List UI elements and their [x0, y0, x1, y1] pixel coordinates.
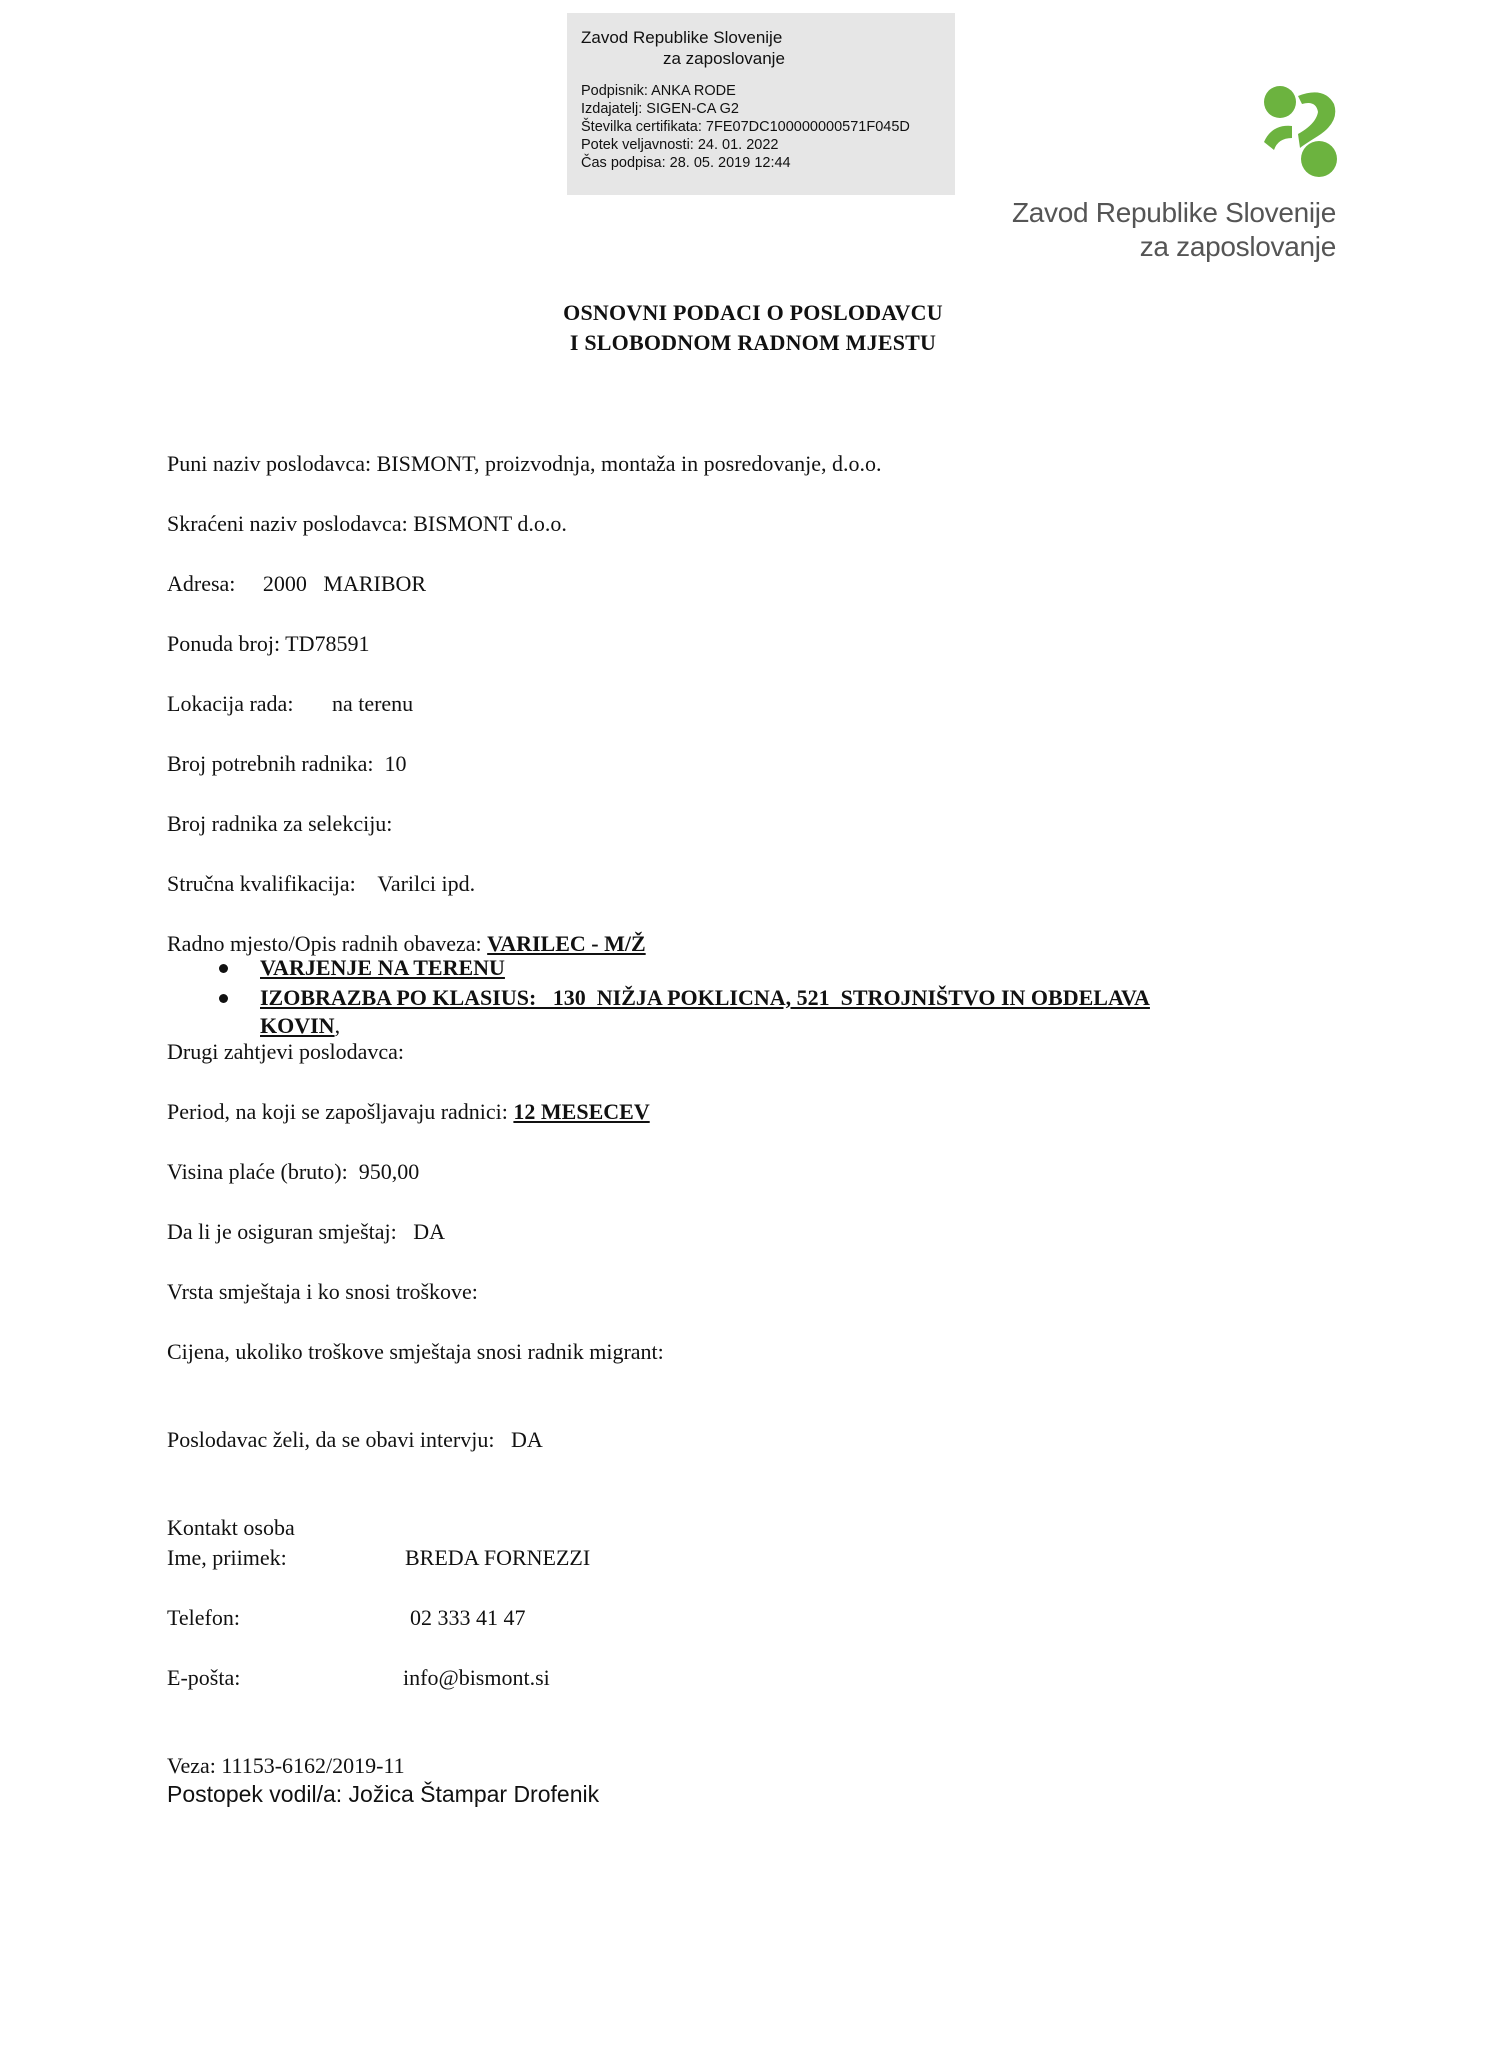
accommodation-price-row [167, 1338, 664, 1366]
duty-item-text: IZOBRAZBA PO KLASIUS: 130 NIŽJA POKLICNA, 521 STROJNIŠTVO IN OBDELAVA [260, 985, 1150, 1010]
duty-continuation-text: KOVIN [260, 1013, 335, 1038]
period-value: 12 MESECEV [513, 1099, 650, 1124]
signature-details [581, 82, 941, 172]
interview-value: DA [510, 1427, 543, 1452]
signature-org-line1: Zavod Republike Slovenije [581, 28, 783, 47]
accommodation-type-row [167, 1278, 478, 1306]
contact-name-value: BREDA FORNEZZI [405, 1545, 591, 1570]
other-requirements-row [167, 1038, 404, 1066]
short-name-value: BISMONT d.o.o. [413, 511, 567, 536]
logo-text [1012, 196, 1336, 264]
full-name-value: BISMONT, proizvodnja, montaža in posredovanje, d.o.o. [376, 451, 882, 476]
other-requirements-label: Drugi zahtjevi poslodavca: [167, 1039, 405, 1064]
contact-phone-label: Telefon: [167, 1605, 240, 1630]
position-label: Radno mjesto/Opis radnih obaveza: [167, 931, 488, 956]
accommodation-value: DA [413, 1219, 446, 1244]
duty-continuation [260, 1012, 340, 1040]
workers-needed-label: Broj potrebnih radnika: [167, 751, 385, 776]
selection-label: Broj radnika za selekciju: [167, 811, 393, 836]
zrss-logo-icon [1262, 86, 1338, 178]
contact-phone-value: 02 333 41 47 [410, 1605, 526, 1630]
duty-item-text: VARJENJE NA TERENU [260, 955, 505, 980]
offer-number-value: TD78591 [285, 631, 370, 656]
signature-signed-at: Čas podpisa: 28. 05. 2019 12:44 [581, 155, 791, 171]
duty-item [167, 953, 1150, 983]
logo-name-line1: Zavod Republike Slovenije [1011, 197, 1336, 228]
position-value: VARILEC - M/Ž [487, 931, 646, 956]
qualification-label: Stručna kvalifikacija: [167, 871, 378, 896]
document-title-line1: OSNOVNI PODACI O POSLODAVCU [563, 300, 943, 325]
accommodation-price-label: Cijena, ukoliko troškove smještaja snosi radnik migrant: [167, 1339, 664, 1364]
salary-label: Visina plaće (bruto): [167, 1159, 359, 1184]
period-row [167, 1098, 650, 1126]
document-title [0, 298, 1506, 358]
signature-issuer: Izdajatelj: SIGEN-CA G2 [581, 101, 739, 117]
salary-value: 950,00 [358, 1159, 420, 1184]
address-value: 2000 MARIBOR [262, 571, 427, 596]
contact-name-label: Ime, priimek: [167, 1545, 287, 1570]
qualification-value: Varilci ipd. [377, 871, 476, 896]
workers-needed-row [167, 750, 407, 778]
logo-name-line2: za zaposlovanje [1139, 231, 1336, 262]
duties-list [167, 953, 1150, 1013]
selection-row [167, 810, 392, 838]
contact-email-label: E-pošta: [167, 1665, 241, 1690]
full-name-row [167, 450, 881, 478]
work-location-value: na terenu [331, 691, 414, 716]
interview-row [167, 1426, 543, 1454]
accommodation-type-label: Vrsta smještaja i ko snosi troškove: [167, 1279, 478, 1304]
interview-label: Poslodavac želi, da se obavi intervju: [167, 1427, 511, 1452]
handled-by-line: Postopek vodil/a: Jožica Štampar Drofenik [167, 1781, 600, 1807]
address-label: Adresa: [167, 571, 263, 596]
work-location-row [167, 690, 413, 718]
signature-org-line2: za zaposlovanje [663, 49, 785, 68]
duty-item [167, 983, 1150, 1013]
contact-email-value: info@bismont.si [403, 1665, 550, 1690]
document-title-line2: I SLOBODNOM RADNOM MJESTU [569, 330, 937, 355]
reference-line: Veza: 11153-6162/2019-11 [167, 1753, 405, 1778]
full-name-label: Puni naziv poslodavca: [167, 451, 377, 476]
duty-continuation-comma: , [334, 1013, 341, 1038]
offer-number-label: Ponuda broj: [167, 631, 286, 656]
accommodation-label: Da li je osiguran smještaj: [167, 1219, 414, 1244]
signature-signer: Podpisnik: ANKA RODE [581, 83, 736, 99]
signature-certificate: Številka certifikata: 7FE07DC100000000571F045D [581, 119, 910, 135]
signature-organization [581, 27, 941, 69]
work-location-label: Lokacija rada: [167, 691, 332, 716]
short-name-label: Skraćeni naziv poslodavca: [167, 511, 414, 536]
contact-heading: Kontakt osoba [167, 1515, 295, 1540]
period-label: Period, na koji se zapošljavaju radnici: [167, 1099, 514, 1124]
offer-number-row [167, 630, 369, 658]
workers-needed-value: 10 [384, 751, 407, 776]
qualification-row [167, 870, 475, 898]
digital-signature-box [567, 13, 955, 195]
salary-row [167, 1158, 419, 1186]
accommodation-row [167, 1218, 445, 1246]
short-name-row [167, 510, 567, 538]
signature-expiry: Potek veljavnosti: 24. 01. 2022 [581, 137, 779, 153]
address-row [167, 570, 426, 598]
